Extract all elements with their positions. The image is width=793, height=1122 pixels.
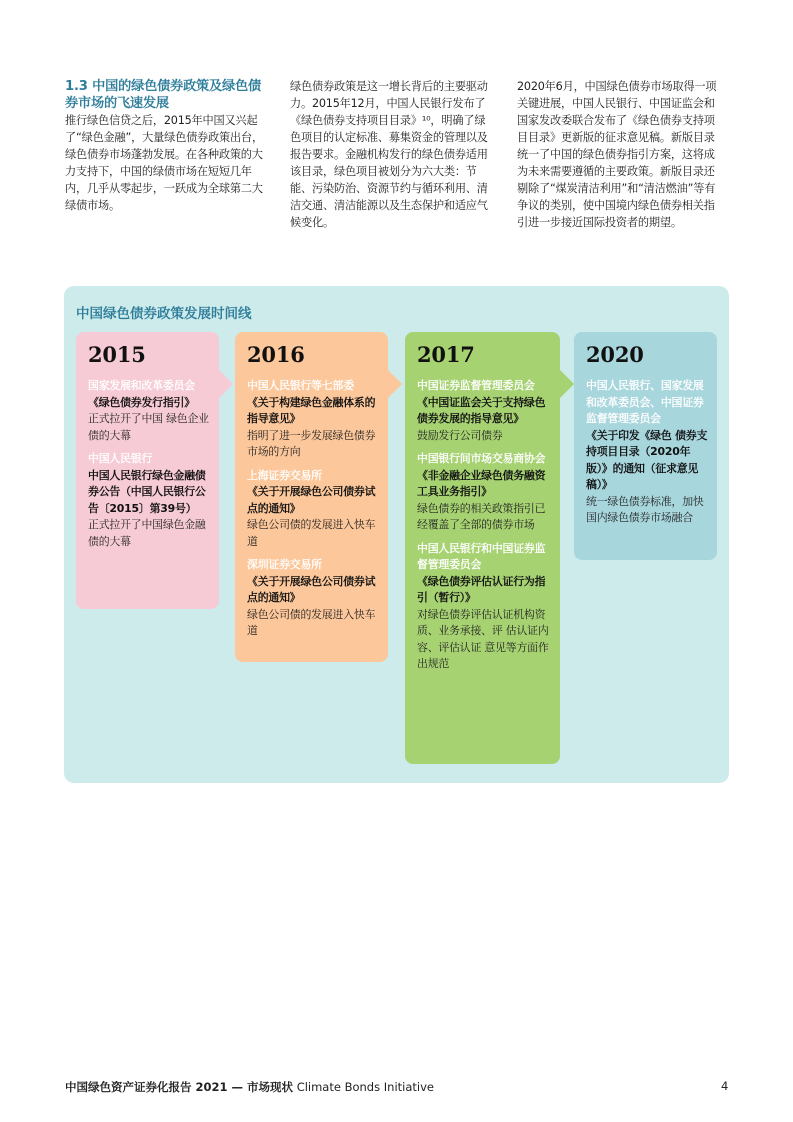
- year-label: 2020: [586, 342, 644, 367]
- column-2: [290, 78, 495, 231]
- column-1-text: 推行绿色信贷之后，2015年中国又兴起了“绿色金融”，大量绿色债券政策出台，绿色债券市场蓬勃发展。在各种政策的大力支持下，中国的绿债市场在短短几年内，几乎从零起步，一跃成为全球第二大绿债市场。: [65, 114, 263, 212]
- year-label: 2015: [88, 342, 146, 367]
- arrow-right-icon: [219, 370, 233, 398]
- policy-description: 鼓励发行公司债券: [417, 428, 503, 442]
- section-title: 1.3 中国的绿色债券政策及绿色债券市场的飞速发展: [65, 79, 261, 111]
- document-title: 《非金融企业绿色债务融资工具业务指引》: [417, 468, 546, 498]
- document-title: 《关于开展绿色公司债券试点的通知》: [247, 485, 376, 515]
- arrow-right-icon: [560, 370, 574, 398]
- issuer-name: 中国人民银行、国家发展和改革委员会、中国证券监督管理委员会: [586, 379, 704, 425]
- policy-entry: [417, 451, 552, 534]
- document-title: 《关于构建绿色金融体系的指导意见》: [247, 395, 376, 425]
- policy-description: 统一绿色债券标准，加快国内绿色债券市场融合: [586, 494, 704, 524]
- policy-description: 正式拉开了中国 绿色企业债的大幕: [88, 412, 209, 442]
- document-title: 《关于印发《绿色 债券支持项目目录（2020年版）》的通知（征求意见稿）》: [586, 428, 708, 491]
- issuer-name: 中国人民银行和中国证券监督管理委员会: [417, 541, 546, 571]
- column-3-text: 2020年6月，中国绿色债券市场取得一项关键进展，中国人民银行、中国证监会和国家发改委联合发布了《绿色债券支持项目目录》更新版的征求意见稿。新版目录统一了中国的绿色债券指引方案，这将成为未来需要遵循的主要政策。新版目录还剔除了“煤炭清洁利用”和“清洁燃油”等有争议的类别，使中国境内绿色债券相关指引进一步接近国际投资者的期望。: [517, 80, 717, 229]
- timeline-card-2016: [235, 332, 388, 662]
- arrow-right-icon: [388, 370, 402, 398]
- timeline-title: 中国绿色债券政策发展时间线: [76, 306, 252, 322]
- policy-entry: [88, 378, 211, 444]
- policy-entry: [586, 378, 709, 527]
- policy-entry: [88, 451, 211, 550]
- column-1: [65, 78, 270, 214]
- page-footer: [65, 1079, 434, 1095]
- policy-entry: [247, 468, 380, 551]
- column-3: [517, 78, 722, 231]
- policy-description: 绿色公司债的发展进入快车道: [247, 607, 376, 637]
- timeline-card-2015: [76, 332, 219, 609]
- document-title: 《绿色债券评估认证行为指引（暂行）》: [417, 574, 546, 604]
- policy-description: 指明了进一步发展绿色债券市场的方向: [247, 428, 376, 458]
- year-label: 2017: [417, 342, 475, 367]
- issuer-name: 中国人民银行等七部委: [247, 379, 354, 392]
- issuer-name: 深圳证券交易所: [247, 558, 322, 571]
- document-title: 《绿色债券发行指引》: [88, 395, 195, 409]
- policy-entry: [417, 378, 552, 444]
- issuer-name: 中国证券监督管理委员会: [417, 379, 535, 392]
- policy-timeline: [64, 286, 729, 783]
- year-label: 2016: [247, 342, 305, 367]
- issuer-name: 中国人民银行: [88, 452, 153, 465]
- policy-description: 绿色债券的相关政策指引已经覆盖了全部的债券市场: [417, 501, 546, 531]
- timeline-card-2020: [574, 332, 717, 560]
- organization-name: Climate Bonds Initiative: [296, 1080, 434, 1094]
- document-title: 《关于开展绿色公司债券试点的通知》: [247, 574, 376, 604]
- policy-description: 绿色公司债的发展进入快车道: [247, 518, 376, 548]
- issuer-name: 国家发展和改革委员会: [88, 379, 195, 392]
- issuer-name: 中国银行间市场交易商协会: [417, 452, 546, 465]
- policy-entry: [247, 557, 380, 640]
- issuer-name: 上海证券交易所: [247, 468, 322, 482]
- document-title: 《中国证监会关于支持绿色债券发展的指导意见》: [417, 395, 546, 425]
- column-2-text: 绿色债券政策是这一增长背后的主要驱动力。2015年12月，中国人民银行发布了《绿色债券支持项目目录》¹⁰，明确了绿色项目的认定标准、募集资金的管理以及报告要求。金融机构发行的绿色债券适用该目录，绿色项目被划分为六大类：节能、污染防治、资源节约与循环利用、清洁交通、清洁能源以及生态保护和适应气候变化。: [290, 80, 488, 229]
- policy-description: 对绿色债券评估认证机构资质、业务承接、评 估认证内容、评估认证 意见等方面作出规范: [417, 607, 549, 670]
- report-title: 中国绿色资产证券化报告 2021 — 市场现状: [65, 1080, 294, 1094]
- policy-entry: [417, 541, 552, 673]
- policy-entry: [247, 378, 380, 461]
- document-title: 中国人民银行绿色金融债券公告（中国人民银行公告〔2015〕第39号）: [88, 468, 206, 515]
- page-number: 4: [721, 1079, 729, 1093]
- timeline-card-2017: [405, 332, 560, 764]
- policy-description: 正式拉开了中国绿色金融债的大幕: [88, 518, 206, 548]
